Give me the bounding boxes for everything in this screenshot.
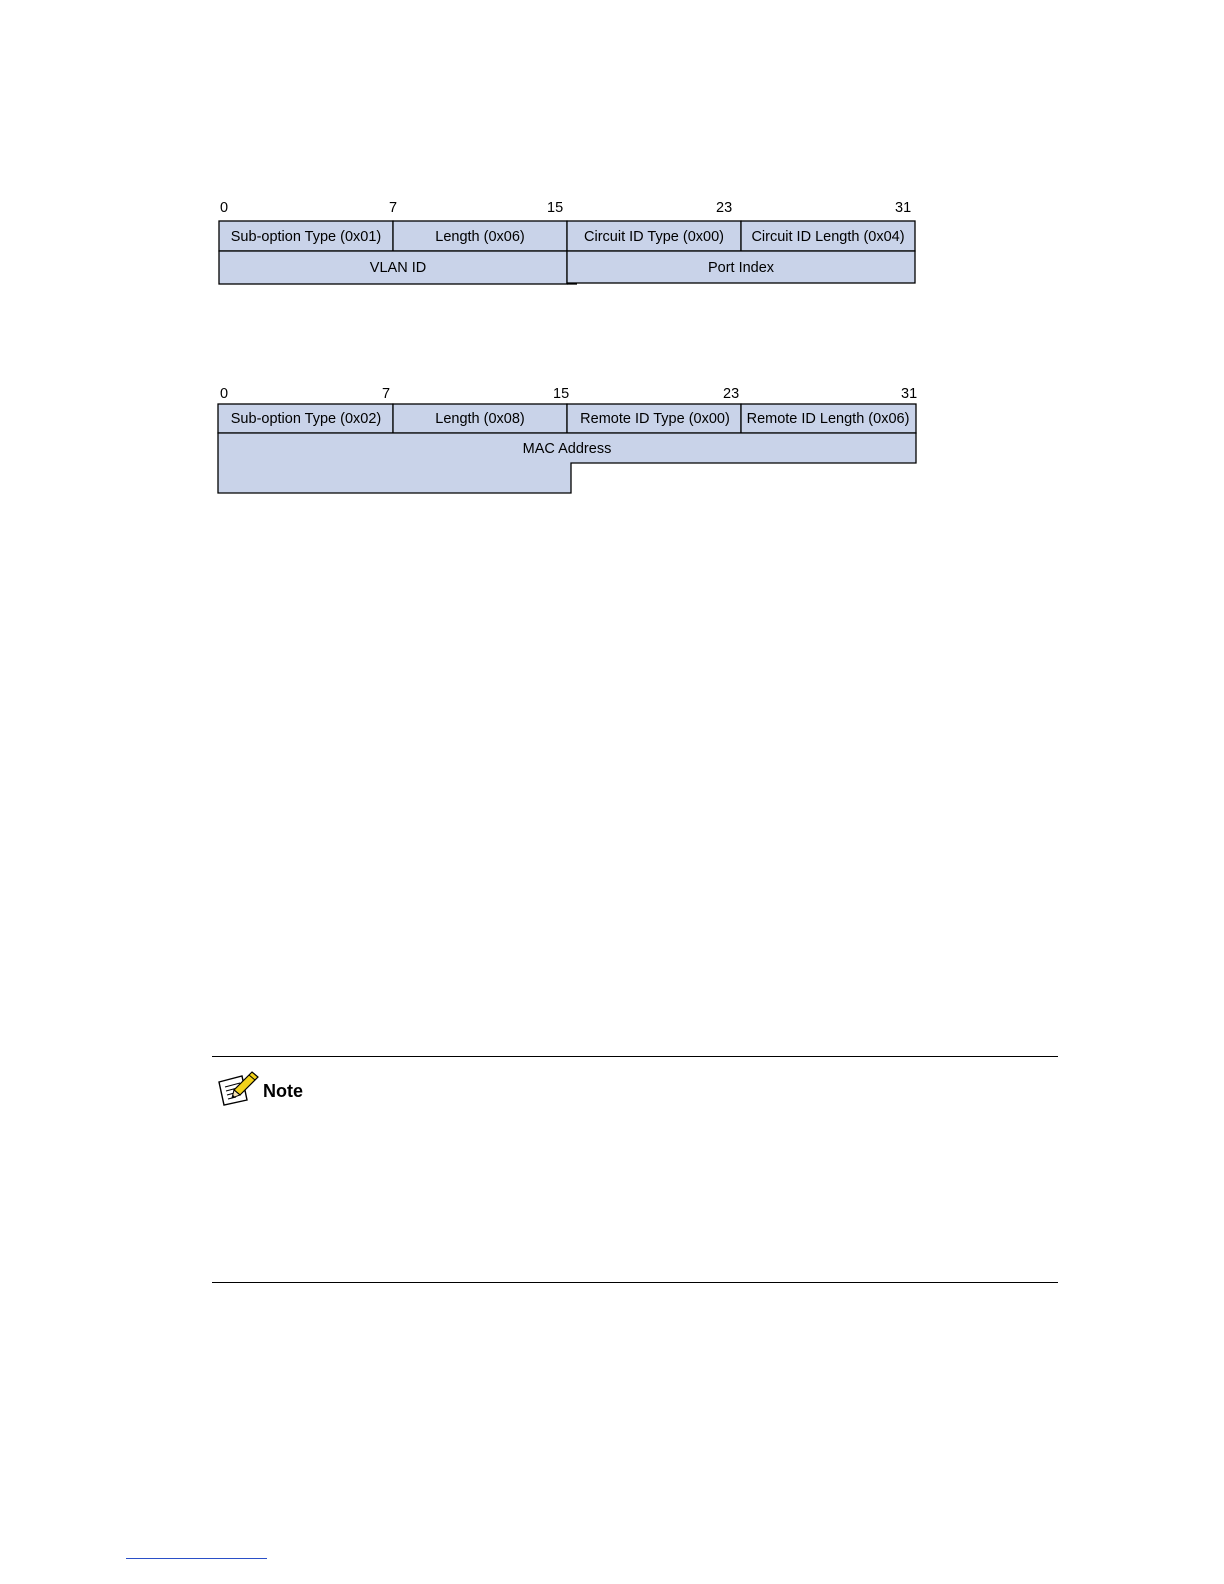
bit-label-31: 31 — [895, 200, 912, 216]
note-bottom-rule — [212, 1282, 1058, 1283]
bit-label-15: 15 — [547, 200, 564, 216]
footer-link-underline[interactable] — [126, 1558, 267, 1559]
cell-length-label: Length (0x06) — [435, 229, 525, 245]
remote-id-diagram — [218, 386, 917, 493]
bit-label-0: 0 — [220, 200, 229, 216]
note-top-rule — [212, 1056, 1058, 1057]
cell-remote-id-type-label: Remote ID Type (0x00) — [580, 411, 730, 427]
bit-label-15: 15 — [553, 386, 570, 402]
bit-label-23: 23 — [716, 200, 733, 216]
cell-remote-id-length-label: Remote ID Length (0x06) — [746, 411, 910, 427]
cell-circuit-id-type-label: Circuit ID Type (0x00) — [584, 229, 724, 245]
cell-suboption-type-label: Sub-option Type (0x02) — [230, 411, 382, 427]
bit-label-0: 0 — [220, 386, 229, 402]
cell-mac-address-label: MAC Address — [522, 441, 612, 457]
bit-label-23: 23 — [723, 386, 740, 402]
note-pencil-icon — [216, 1070, 260, 1106]
bit-label-31: 31 — [901, 386, 918, 402]
circuit-id-diagram — [219, 200, 915, 284]
note-header — [216, 1068, 303, 1108]
note-title: Note — [263, 1080, 303, 1101]
bit-label-7: 7 — [382, 386, 391, 402]
cell-suboption-type-label: Sub-option Type (0x01) — [230, 229, 382, 245]
cell-circuit-id-length-label: Circuit ID Length (0x04) — [751, 229, 905, 245]
cell-port-index-label: Port Index — [707, 260, 775, 276]
cell-vlan-id-label: VLAN ID — [369, 260, 427, 276]
cell-length-label: Length (0x08) — [435, 411, 525, 427]
bit-label-7: 7 — [389, 200, 398, 216]
